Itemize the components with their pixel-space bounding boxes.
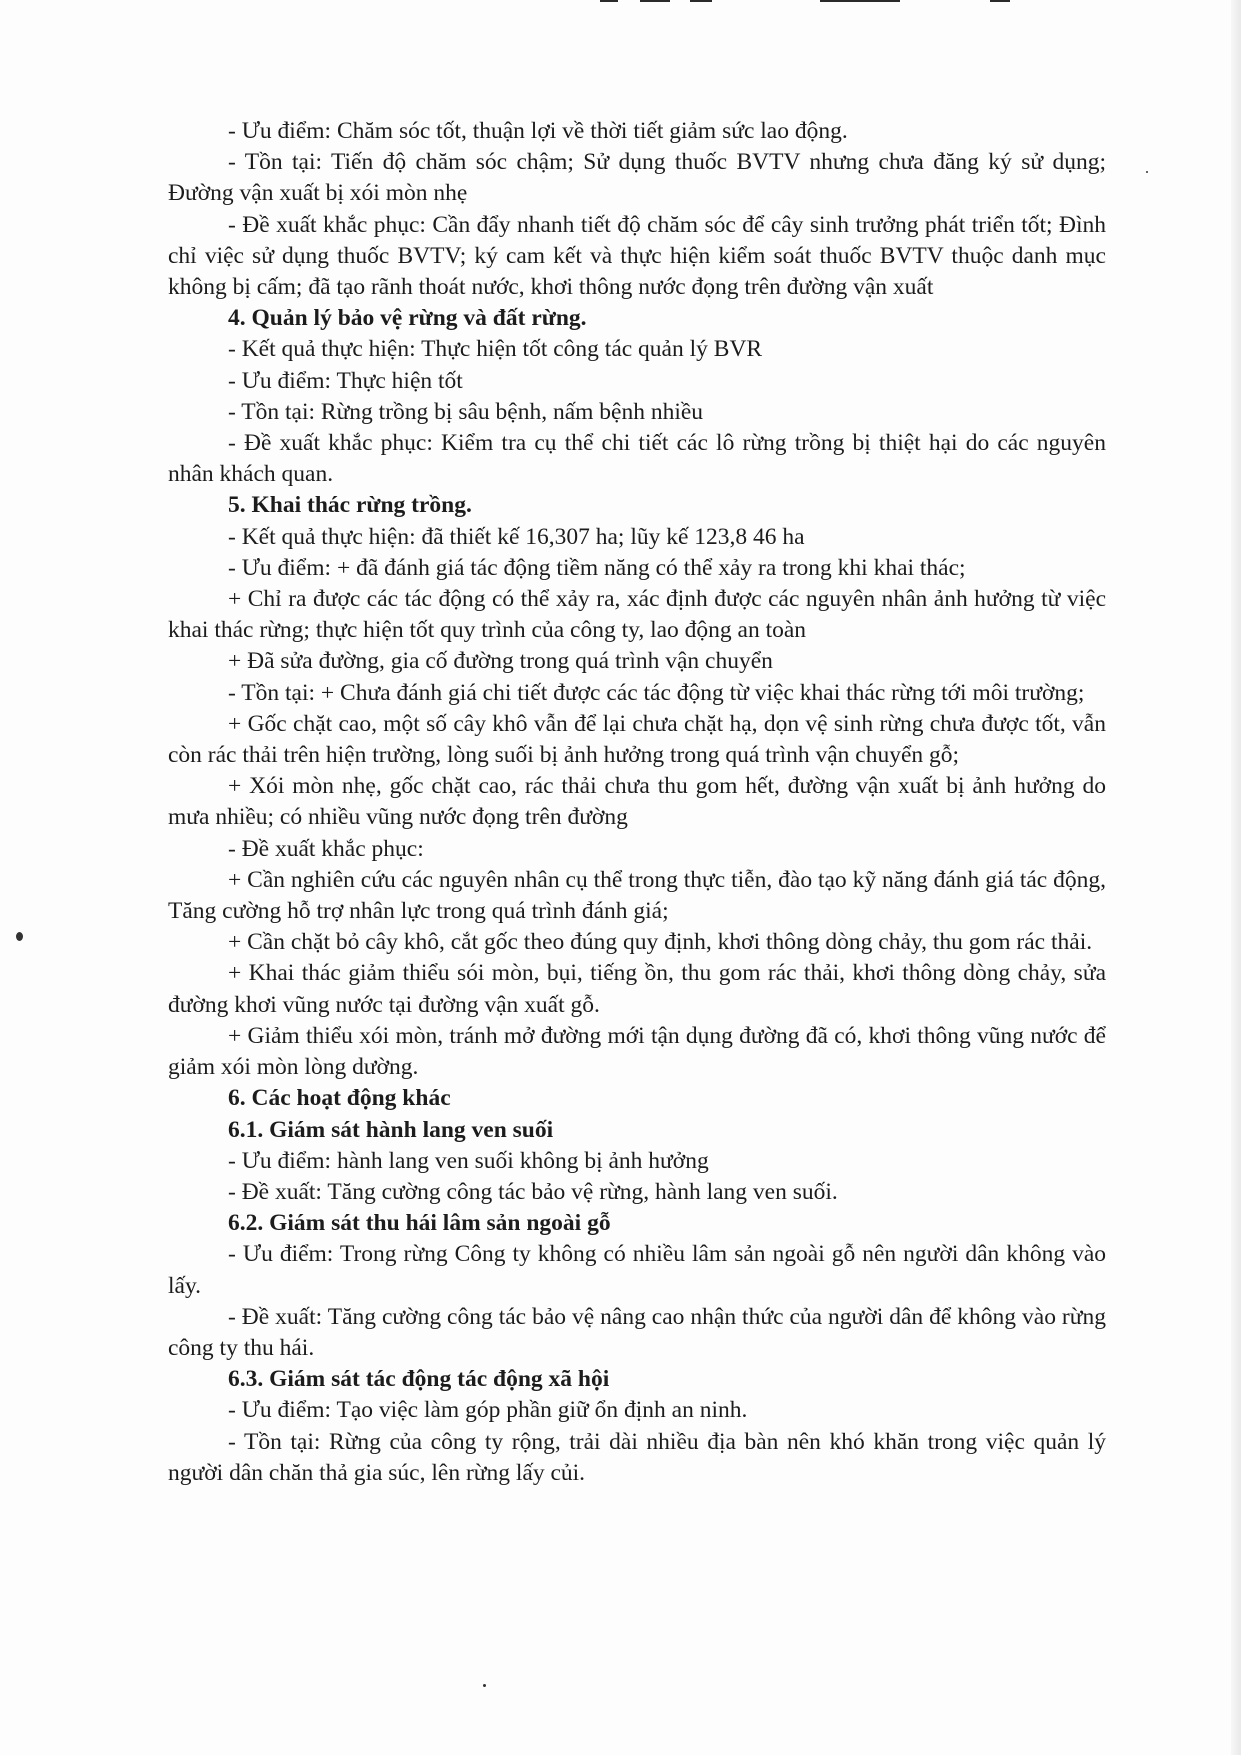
section-heading: 4. Quản lý bảo vệ rừng và đất rừng. bbox=[228, 305, 587, 332]
paragraph: + Cần chặt bỏ cây khô, cắt gốc theo đúng quy định, khơi thông dòng chảy, thu gom rác thải. bbox=[228, 929, 1093, 956]
paragraph: - Đề xuất khắc phục: Cần đẩy nhanh tiết độ chăm sóc để cây sinh trưởng phát triển tốt; Đình chỉ việc sử dụng thuốc BVTV; ký cam kết và thực hiện kiểm soát thuốc BVTV thuộc danh mục không bị cấm; đã tạo rãnh thoát nước, khơi thông nước đọng trên đường vận xuất bbox=[168, 211, 1106, 301]
paragraph: - Ưu điểm: Thực hiện tốt bbox=[228, 367, 463, 394]
paragraph: - Ưu điểm: Tạo việc làm góp phần giữ ổn định an ninh. bbox=[228, 1397, 748, 1424]
paragraph: - Tồn tại: Tiến độ chăm sóc chậm; Sử dụng thuốc BVTV nhưng chưa đăng ký sử dụng; Đường vận xuất bị xói mòn nhẹ bbox=[168, 149, 1106, 207]
page-edge-shadow bbox=[1231, 0, 1241, 1755]
section-heading: 6.1. Giám sát hành lang ven suối bbox=[228, 1116, 554, 1143]
paragraph: - Kết quả thực hiện: Thực hiện tốt công tác quản lý BVR bbox=[228, 336, 763, 363]
section-heading: 5. Khai thác rừng trồng. bbox=[228, 492, 472, 519]
paragraph: - Ưu điểm: + đã đánh giá tác động tiềm năng có thể xảy ra trong khi khai thác; bbox=[228, 554, 966, 581]
scan-speck bbox=[1146, 171, 1148, 173]
section-heading: 6.2. Giám sát thu hái lâm sản ngoài gỗ bbox=[228, 1210, 611, 1237]
paragraph: - Đề xuất: Tăng cường công tác bảo vệ rừng, hành lang ven suối. bbox=[228, 1178, 838, 1205]
paragraph: - Đề xuất: Tăng cường công tác bảo vệ nâng cao nhận thức của người dân để không vào rừng công ty thu hái. bbox=[168, 1303, 1106, 1361]
paragraph: - Đề xuất khắc phục: Kiểm tra cụ thể chi tiết các lô rừng trồng bị thiệt hại do các nguyên nhân khách quan. bbox=[168, 430, 1106, 488]
paragraph: - Tồn tại: Rừng trồng bị sâu bệnh, nấm bệnh nhiều bbox=[228, 398, 704, 425]
paragraph: - Ưu điểm: Chăm sóc tốt, thuận lợi về thời tiết giảm sức lao động. bbox=[228, 118, 848, 144]
scan-artifact bbox=[820, 0, 900, 2]
paragraph: + Xói mòn nhẹ, gốc chặt cao, rác thải chưa thu gom hết, đường vận xuất bị ảnh hưởng do mưa nhiều; có nhiều vũng nước đọng trên đường bbox=[168, 773, 1106, 831]
paragraph: + Gốc chặt cao, một số cây khô vẫn để lại chưa chặt hạ, dọn vệ sinh rừng chưa được tốt, vẫn còn rác thải trên hiện trường, lòng suối bị ảnh hưởng trong quá trình vận chuyển gỗ; bbox=[168, 710, 1106, 769]
scan-artifact bbox=[990, 0, 1010, 2]
document-body bbox=[168, 116, 1106, 1489]
paragraph: + Giảm thiểu xói mòn, tránh mở đường mới tận dụng đường đã có, khơi thông vũng nước để giảm xói mòn lòng dường. bbox=[168, 1022, 1106, 1081]
paragraph: - Ưu điểm: Trong rừng Công ty không có nhiều lâm sản ngoài gỗ nên người dân không vào lấy. bbox=[168, 1241, 1106, 1299]
scan-artifact bbox=[690, 0, 712, 2]
paragraph: + Cần nghiên cứu các nguyên nhân cụ thể trong thực tiễn, đào tạo kỹ năng đánh giá tác động, Tăng cường hỗ trợ nhân lực trong quá trình đánh giá; bbox=[168, 866, 1106, 925]
paragraph: + Chỉ ra được các tác động có thể xảy ra, xác định được các nguyên nhân ảnh hưởng từ việc khai thác rừng; thực hiện tốt quy trình của công ty, lao động an toàn bbox=[168, 586, 1106, 644]
scan-artifact bbox=[600, 0, 618, 2]
scan-artifact bbox=[640, 0, 670, 2]
paragraph: + Khai thác giảm thiểu sói mòn, bụi, tiếng ồn, thu gom rác thải, khơi thông dòng chảy, sửa đường khơi vũng nước tại đường vận xuất gỗ. bbox=[168, 960, 1106, 1018]
paragraph: - Ưu điểm: hành lang ven suối không bị ảnh hưởng bbox=[228, 1147, 709, 1174]
scan-speck bbox=[483, 1684, 486, 1687]
paragraph: - Kết quả thực hiện: đã thiết kế 16,307 ha; lũy kế 123,8 46 ha bbox=[228, 523, 805, 550]
paragraph: - Đề xuất khắc phục: bbox=[228, 835, 424, 862]
paragraph: - Tồn tại: + Chưa đánh giá chi tiết được các tác động từ việc khai thác rừng tới môi trường; bbox=[228, 679, 1085, 706]
section-heading: 6. Các hoạt động khác bbox=[228, 1085, 451, 1112]
paragraph: + Đã sửa đường, gia cố đường trong quá trình vận chuyển bbox=[228, 648, 773, 675]
paragraph: - Tồn tại: Rừng của công ty rộng, trải dài nhiều địa bàn nên khó khăn trong việc quản lý người dân chăn thả gia súc, lên rừng lấy củi. bbox=[168, 1428, 1106, 1486]
scan-speck bbox=[16, 932, 23, 941]
section-heading: 6.3. Giám sát tác động tác động xã hội bbox=[228, 1366, 610, 1393]
